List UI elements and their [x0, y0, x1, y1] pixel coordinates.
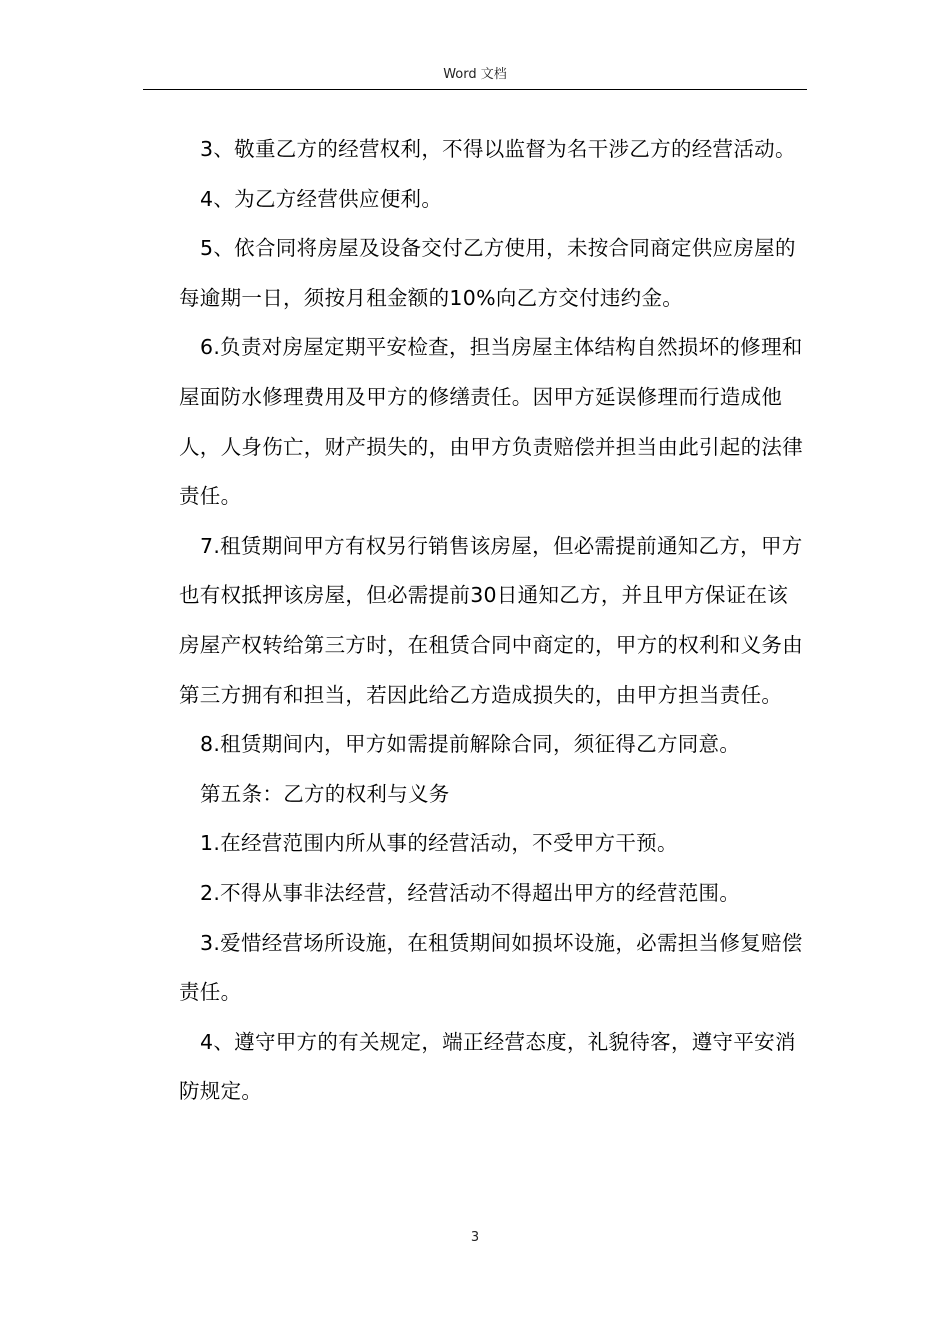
paragraph-item-5: 5、依合同将房屋及设备交付乙方使用，未按合同商定供应房屋的每逾期一日，须按月租金额的10%向乙方交付违约金。	[179, 236, 796, 310]
paragraph-item-4: 4、为乙方经营供应便利。	[200, 186, 443, 211]
page-number: 3	[470, 1230, 480, 1245]
paragraph-item-7: 7.租赁期间甲方有权另行销售该房屋，但必需提前通知乙方，甲方也有权抵押该房屋，但必需提前30日通知乙方，并且甲方保证在该房屋产权转给第三方时，在租赁合同中商定的，甲方的权利和义务由第三方拥有和担当，若因此给乙方造成损失的，由甲方担当责任。	[179, 533, 803, 707]
page-header: Word 文档	[443, 67, 507, 82]
paragraph-item-3: 3、敬重乙方的经营权利，不得以监督为名干涉乙方的经营活动。	[200, 137, 796, 161]
document-body	[179, 125, 807, 1117]
paragraph-item-8: 8.租赁期间内，甲方如需提前解除合同，须征得乙方同意。	[200, 732, 741, 757]
paragraph-item-6: 6.负责对房屋定期平安检查，担当房屋主体结构自然损坏的修理和屋面防水修理费用及甲方的修缮责任。因甲方延误修理而行造成他人，人身伤亡，财产损失的，由甲方负责赔偿并担当由此引起的法律责任。	[179, 335, 803, 509]
paragraph-tenant-2: 2.不得从事非法经营，经营活动不得超出甲方的经营范围。	[200, 880, 741, 905]
paragraph-tenant-1: 1.在经营范围内所从事的经营活动，不受甲方干预。	[200, 831, 678, 856]
header-divider	[143, 89, 807, 90]
paragraph-tenant-4: 4、遵守甲方的有关规定，端正经营态度，礼貌待客，遵守平安消防规定。	[179, 1029, 796, 1104]
section-heading-article-5: 第五条：乙方的权利与义务	[200, 781, 450, 806]
paragraph-tenant-3: 3.爱惜经营场所设施，在租赁期间如损坏设施，必需担当修复赔偿责任。	[179, 930, 803, 1005]
